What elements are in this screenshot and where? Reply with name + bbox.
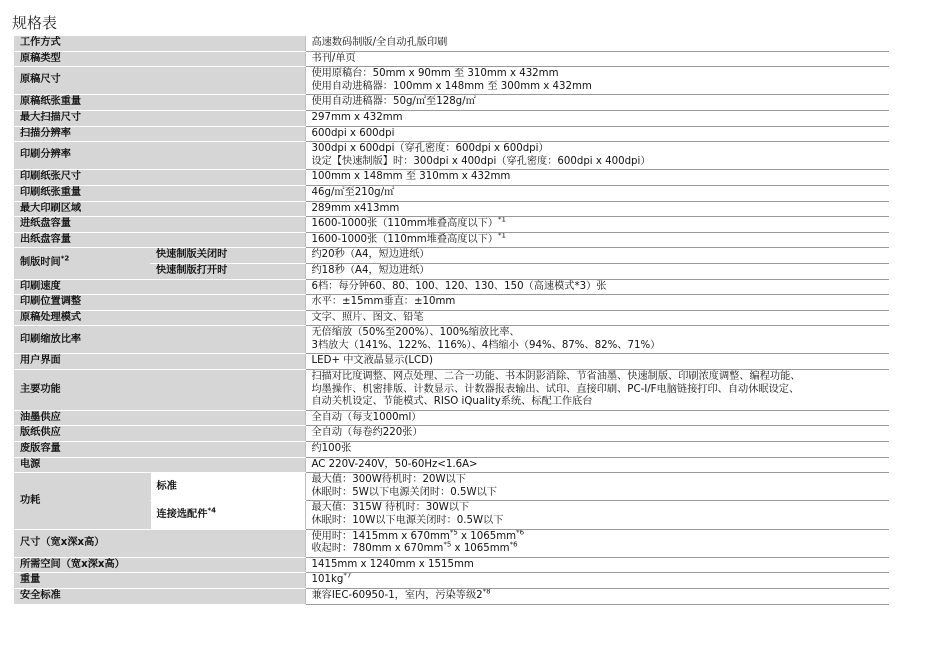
spec-row xyxy=(14,95,889,111)
spec-value-line: 使用自动进稿器：100mm x 148mm 至 300mm x 432mm xyxy=(311,80,592,92)
spec-label xyxy=(14,588,305,604)
spec-row xyxy=(14,110,889,126)
spec-row xyxy=(14,67,889,95)
spec-value-line: 约20秒（A4，短边进纸） xyxy=(311,249,430,261)
spec-label-text: 用户界面 xyxy=(20,355,61,367)
spec-value-line: 约100张 xyxy=(311,443,352,455)
spec-row xyxy=(14,457,889,473)
spec-value-line: 无倍缩放（50%至200%）、100%缩放比率、 xyxy=(311,327,520,339)
spec-row xyxy=(14,126,889,142)
spec-label-text: 印刷位置调整 xyxy=(20,296,82,308)
spec-value-line: 均墨操作、机密排版、计数显示、计数器报表输出、试印、直接印刷、PC-I/F电脑链接打印、自动休眠设定、 xyxy=(311,383,800,395)
spec-label xyxy=(14,354,305,370)
spec-value xyxy=(305,557,889,573)
spec-row xyxy=(14,310,889,326)
spec-value xyxy=(305,67,889,95)
spec-value-line xyxy=(311,540,884,556)
spec-label-text: 油墨供应 xyxy=(20,411,61,423)
spec-sublabel-text: 快速制版关闭时 xyxy=(156,249,228,261)
spec-value-line-wrap xyxy=(312,574,884,587)
spec-row xyxy=(14,410,889,426)
spec-label-text: 原稿纸张重量 xyxy=(20,96,82,108)
spec-row xyxy=(14,442,889,458)
spec-label xyxy=(14,557,305,573)
spec-value-line: 1415mm x 1240mm x 1515mm xyxy=(311,558,474,570)
spec-row xyxy=(14,51,889,67)
spec-value xyxy=(305,310,889,326)
spec-value-line: 100mm x 148mm 至 310mm x 432mm xyxy=(311,171,511,183)
spec-row xyxy=(14,426,889,442)
spec-value-line: 休眠时：10W以下电源关闭时：0.5W以下 xyxy=(311,515,504,526)
spec-label xyxy=(14,95,305,111)
spec-value-line xyxy=(312,531,884,544)
spec-value xyxy=(305,410,889,426)
spec-value xyxy=(305,232,889,248)
spec-label xyxy=(14,67,305,95)
spec-label-text: 印刷缩放比率 xyxy=(20,333,82,345)
spec-value-line: 文字、照片、图文、铅笔 xyxy=(311,311,424,323)
spec-value xyxy=(305,248,889,264)
spec-label xyxy=(14,573,305,589)
spec-value xyxy=(305,295,889,311)
footnote-marker: *5 xyxy=(443,540,452,549)
spec-value-line: 6档：每分钟60、80、100、120、130、150（高速模式*3）张 xyxy=(311,280,607,292)
size-text: 使用时：1415mm x 670mm xyxy=(311,530,450,542)
spec-label-text: 原稿尺寸 xyxy=(20,74,61,86)
footnote-marker: *1 xyxy=(498,232,506,240)
spec-sublabel-text: 标准 xyxy=(156,480,177,492)
spec-value-line: 最大值：300W待机时：20W以下 xyxy=(311,474,466,486)
footnote-marker: *4 xyxy=(207,506,216,515)
spec-value-line: 3档放大（141%、122%、116%）、4档缩小（94%、87%、82%、71%） xyxy=(311,339,661,351)
spec-row xyxy=(14,36,889,52)
spec-row xyxy=(14,232,889,248)
spec-label xyxy=(14,51,305,67)
spec-value xyxy=(305,217,889,233)
spec-value xyxy=(305,442,889,458)
spec-value-line: 全自动（每卷约220张） xyxy=(311,427,423,439)
spec-value-line: 使用原稿台：50mm x 90mm 至 310mm x 432mm xyxy=(311,68,559,80)
spec-row xyxy=(14,557,889,573)
spec-label xyxy=(14,410,305,426)
spec-row xyxy=(14,573,889,589)
spec-label-text: 废版容量 xyxy=(20,443,61,455)
spec-value-line: 水平：±15mm垂直：±10mm xyxy=(311,296,456,308)
footnote-marker: *7 xyxy=(343,572,352,580)
spec-sublabel xyxy=(150,263,305,279)
spec-label xyxy=(14,442,305,458)
spec-row xyxy=(14,326,889,354)
spec-sublabel xyxy=(150,248,305,264)
footnote-marker: *1 xyxy=(498,216,506,224)
spec-row xyxy=(14,354,889,370)
spec-label-text: 主要功能 xyxy=(20,383,61,395)
spec-value xyxy=(305,263,889,279)
spec-label-text: 所需空间（宽x深x高） xyxy=(20,558,125,570)
spec-value-line: 设定【快速制版】时：300dpi x 400dpi（穿孔密度：600dpi x 400dpi） xyxy=(311,155,651,167)
spec-value-line: 扫描对比度调整、网点处理、二合一功能、书本阴影消除、节省油墨、快速制版、印刷浓度调整、编程功能、 xyxy=(311,371,801,383)
spec-value xyxy=(305,529,889,557)
spec-value-line: 最大值：315W 待机时：30W以下 xyxy=(311,502,470,514)
spec-value xyxy=(305,370,889,411)
spec-label xyxy=(14,201,305,217)
spec-label-text: 功耗 xyxy=(20,494,41,506)
size-text: x 1065mm xyxy=(451,543,510,555)
spec-value xyxy=(305,185,889,201)
spec-value-line: 全自动（每支1000ml） xyxy=(311,411,422,423)
size-text: 收起时：780mm x 670mm xyxy=(311,543,444,555)
spec-label xyxy=(14,529,305,557)
spec-label-text: 重量 xyxy=(20,574,41,586)
spec-label-text: 扫描分辨率 xyxy=(20,127,71,139)
spec-value-line: 600dpi x 600dpi xyxy=(311,127,395,139)
spec-label xyxy=(14,185,305,201)
spec-value xyxy=(305,110,889,126)
spec-value-line-wrap xyxy=(312,590,884,603)
spec-value-line: 兼容IEC-60950-1，室内，污染等级2 xyxy=(311,589,483,601)
spec-value xyxy=(305,426,889,442)
spec-label xyxy=(14,142,305,170)
spec-value-line-wrap xyxy=(312,234,884,247)
spec-value-line: 高速数码制版/全自动孔版印刷 xyxy=(311,37,448,48)
spec-row xyxy=(14,248,889,264)
spec-value xyxy=(305,142,889,170)
spec-value xyxy=(305,95,889,111)
spec-row xyxy=(14,201,889,217)
spec-label xyxy=(14,426,305,442)
spec-value xyxy=(305,457,889,473)
spec-label xyxy=(14,110,305,126)
spec-value xyxy=(305,326,889,354)
spec-label xyxy=(14,295,305,311)
spec-label-text: 安全标准 xyxy=(20,589,61,601)
spec-sublabel xyxy=(150,501,305,529)
spec-value-line: 使用自动进稿器：50g/㎡至128g/㎡ xyxy=(311,96,476,108)
spec-value xyxy=(305,354,889,370)
spec-value xyxy=(305,51,889,67)
spec-value-line: 休眠时：5W以下电源关闭时：0.5W以下 xyxy=(311,486,497,498)
footnote-marker: *5 xyxy=(449,529,458,537)
spec-value-line: LED+ 中文液晶显示(LCD) xyxy=(311,355,433,367)
spec-value xyxy=(305,588,889,604)
footnote-marker: *6 xyxy=(509,540,518,549)
spec-label-text: 工作方式 xyxy=(20,37,61,48)
spec-row xyxy=(14,217,889,233)
spec-row xyxy=(14,588,889,604)
spec-value xyxy=(305,126,889,142)
spec-label-text: 印刷纸张尺寸 xyxy=(20,171,82,183)
spec-value-line: 自动关机设定、节能模式、RISO iQuality系统、标配工作底台 xyxy=(311,396,593,408)
spec-label xyxy=(14,217,305,233)
spec-value-line: 101kg xyxy=(311,574,344,586)
spec-label xyxy=(14,457,305,473)
spec-label xyxy=(14,36,305,52)
spec-value-line: AC 220V-240V，50-60Hz<1.6A> xyxy=(311,458,478,470)
spec-value-line: 1600-1000张（110mm堆叠高度以下） xyxy=(311,233,499,245)
spec-label-text: 印刷速度 xyxy=(20,280,61,292)
spec-label-text: 印刷纸张重量 xyxy=(20,186,82,198)
spec-value xyxy=(305,201,889,217)
spec-label xyxy=(14,310,305,326)
spec-label xyxy=(14,248,150,279)
spec-label-text: 进纸盘容量 xyxy=(20,218,71,230)
spec-value-line: 297mm x 432mm xyxy=(311,111,403,123)
spec-label-text: 尺寸（宽x深x高） xyxy=(20,536,105,548)
spec-row xyxy=(14,370,889,411)
spec-value xyxy=(305,36,889,52)
footnote-marker: *6 xyxy=(516,529,525,537)
spec-row xyxy=(14,473,889,501)
footnote-marker: *8 xyxy=(482,588,491,596)
spec-value xyxy=(305,473,889,501)
spec-row xyxy=(14,142,889,170)
spec-label-text: 原稿类型 xyxy=(20,52,61,64)
spec-value xyxy=(305,501,889,529)
spec-label-text: 出纸盘容量 xyxy=(20,233,71,245)
spec-label xyxy=(14,170,305,186)
spec-value xyxy=(305,573,889,589)
spec-value-line: 书刊/单页 xyxy=(311,52,356,64)
spec-value-line: 289mm x413mm xyxy=(311,202,400,214)
spec-value-line-wrap xyxy=(312,218,884,231)
spec-label xyxy=(14,370,305,411)
spec-value-line: 1600-1000张（110mm堆叠高度以下） xyxy=(311,218,499,230)
spec-row xyxy=(14,295,889,311)
spec-label xyxy=(14,279,305,295)
spec-label-text: 原稿处理模式 xyxy=(20,311,82,323)
spec-sublabel-text: 连接选配件 xyxy=(156,508,208,520)
spec-sublabel-text: 快速制版打开时 xyxy=(156,264,228,276)
spec-value xyxy=(305,279,889,295)
spec-value-line: 300dpi x 600dpi（穿孔密度：600dpi x 600dpi） xyxy=(311,143,549,155)
spec-label xyxy=(14,232,305,248)
page-title: 规格表 xyxy=(12,14,58,32)
spec-label-text: 印刷分辨率 xyxy=(20,149,71,161)
spec-value-line: 约18秒（A4，短边进纸） xyxy=(311,264,430,276)
spec-label xyxy=(14,473,150,529)
spec-sublabel xyxy=(150,473,305,501)
spec-label xyxy=(14,126,305,142)
spec-value xyxy=(305,170,889,186)
spec-label-text: 版纸供应 xyxy=(20,427,61,439)
spec-label-text: 制版时间 xyxy=(20,257,61,269)
spec-row xyxy=(14,529,889,557)
spec-label-text: 电源 xyxy=(20,458,41,470)
size-text: x 1065mm xyxy=(457,530,517,542)
spec-table xyxy=(14,35,889,605)
spec-label-text: 最大印刷区域 xyxy=(20,202,82,214)
spec-label xyxy=(14,326,305,354)
spec-value-line: 46g/㎡至210g/㎡ xyxy=(311,186,395,198)
spec-label-text: 最大扫描尺寸 xyxy=(20,111,82,123)
spec-row xyxy=(14,279,889,295)
spec-row xyxy=(14,185,889,201)
footnote-marker: *2 xyxy=(60,254,70,263)
spec-row xyxy=(14,170,889,186)
